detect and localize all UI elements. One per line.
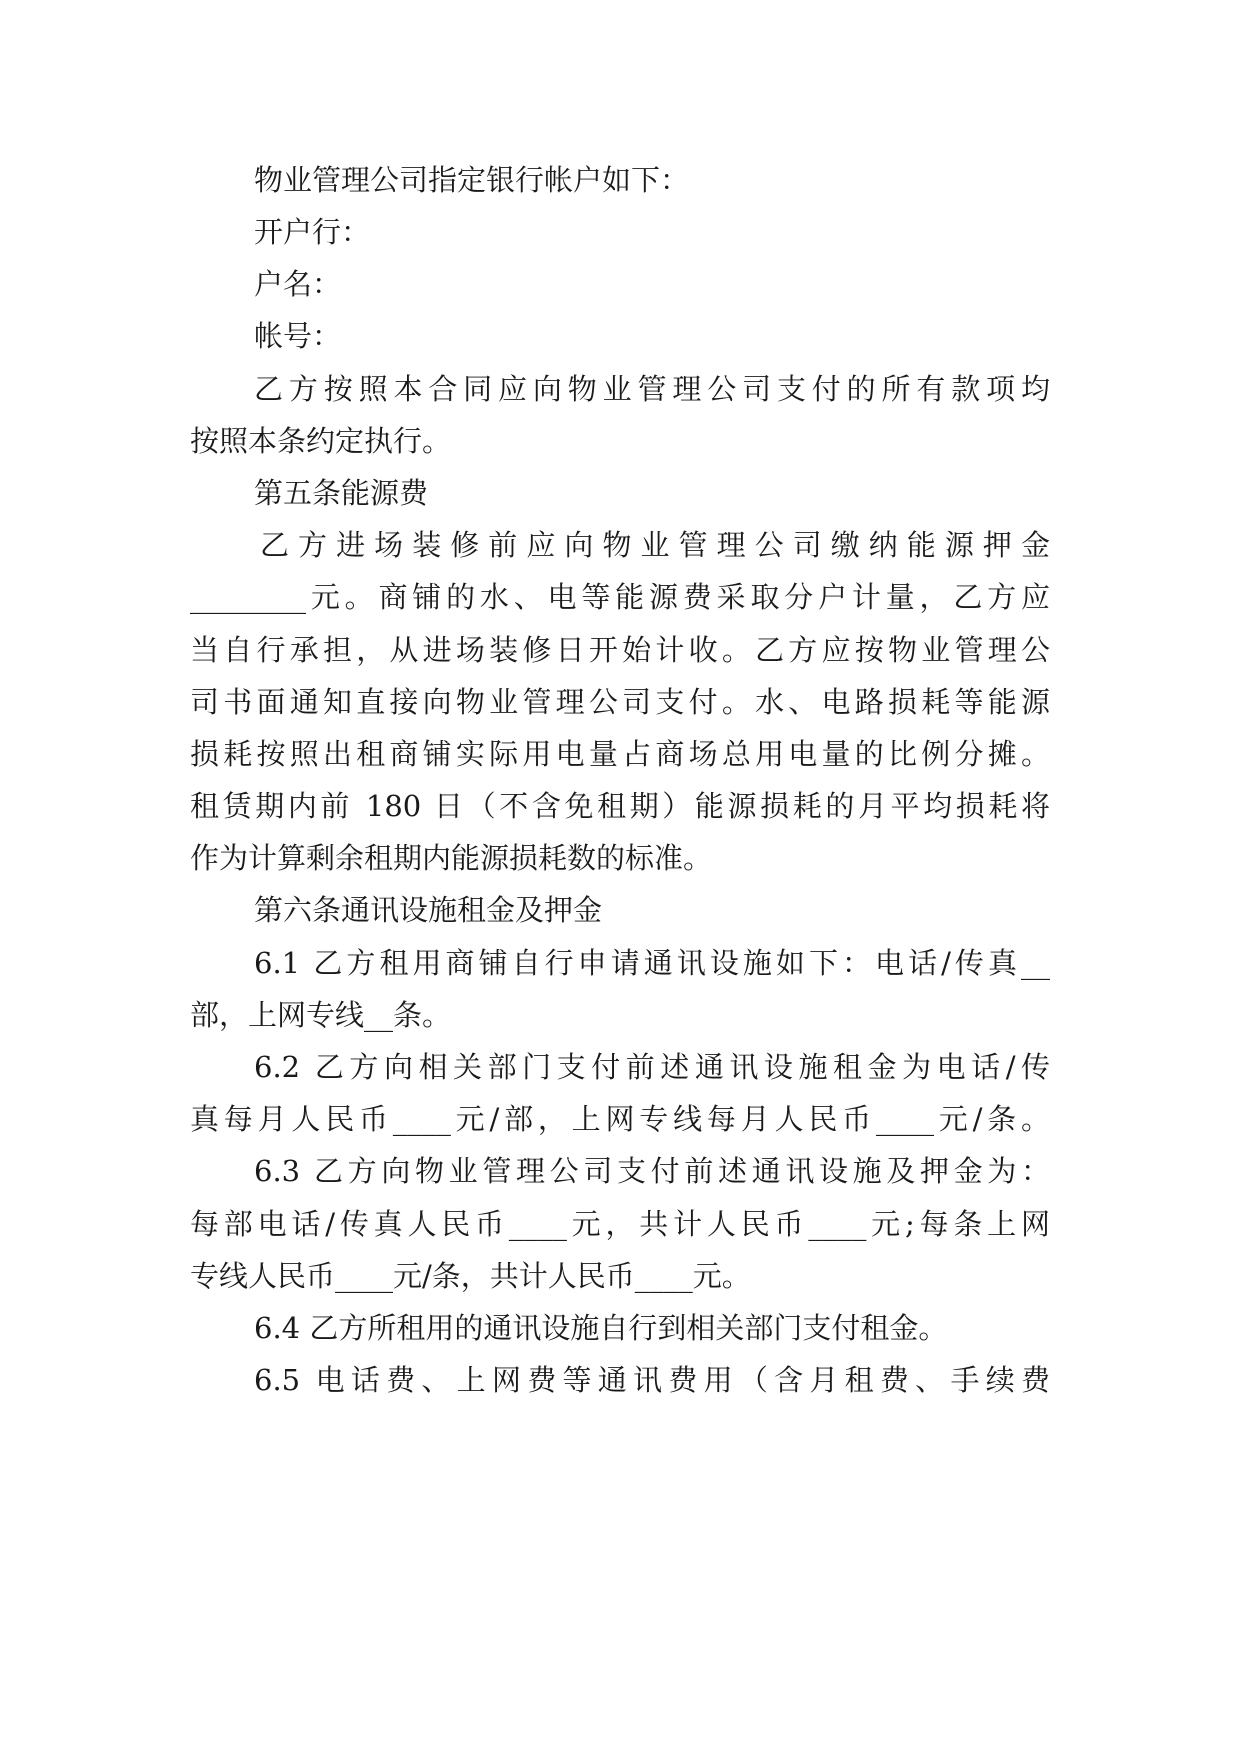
paragraph-line: 按照本条约定执行。: [190, 424, 452, 458]
paragraph-line: 乙方进场装修前应向物业管理公司缴纳能源押金: [260, 528, 1050, 562]
paragraph-line: ________元。商铺的水、电等能源费采取分户计量，乙方应: [190, 580, 1050, 614]
bank-name-label: 开户行：: [254, 215, 371, 249]
section-heading-5: 第五条能源费: [254, 476, 429, 510]
account-name-label: 户名：: [254, 267, 342, 301]
paragraph-line: 当自行承担，从进场装修日开始计收。乙方应按物业管理公: [190, 633, 1050, 667]
section-heading-6: 第六条通讯设施租金及押金: [254, 893, 603, 927]
clause-6-3-line: 专线人民币____元/条，共计人民币____元。: [190, 1259, 751, 1293]
clause-6-4-line: 6.4 乙方所租用的通讯设施自行到相关部门支付租金。: [254, 1311, 948, 1345]
paragraph-line: 司书面通知直接向物业管理公司支付。水、电路损耗等能源: [190, 685, 1050, 719]
paragraph-line: 乙方按照本合同应向物业管理公司支付的所有款项均: [254, 372, 1050, 406]
account-number-label: 帐号：: [254, 319, 342, 353]
clause-6-3-line: 6.3 乙方向物业管理公司支付前述通讯设施及押金为：: [254, 1154, 1050, 1188]
paragraph-line: 作为计算剩余租期内能源损耗数的标准。: [190, 841, 713, 875]
clause-6-3-line: 每部电话/传真人民币____元，共计人民币____元;每条上网: [190, 1207, 1050, 1241]
clause-6-1-line: 6.1 乙方租用商铺自行申请通讯设施如下：电话/传真__: [254, 946, 1050, 980]
clause-6-2-line: 真每月人民币____元/部，上网专线每月人民币____元/条。: [190, 1102, 1050, 1136]
paragraph-line: 租赁期内前 180 日（不含免租期）能源损耗的月平均损耗将: [190, 789, 1050, 823]
paragraph-line: 损耗按照出租商铺实际用电量占商场总用电量的比例分摊。: [190, 737, 1050, 771]
bank-account-intro: 物业管理公司指定银行帐户如下：: [254, 163, 690, 197]
clause-6-1-line: 部，上网专线__条。: [190, 998, 452, 1032]
clause-6-5-line: 6.5 电话费、上网费等通讯费用（含月租费、手续费: [254, 1363, 1050, 1397]
clause-6-2-line: 6.2 乙方向相关部门支付前述通讯设施租金为电话/传: [254, 1050, 1050, 1084]
